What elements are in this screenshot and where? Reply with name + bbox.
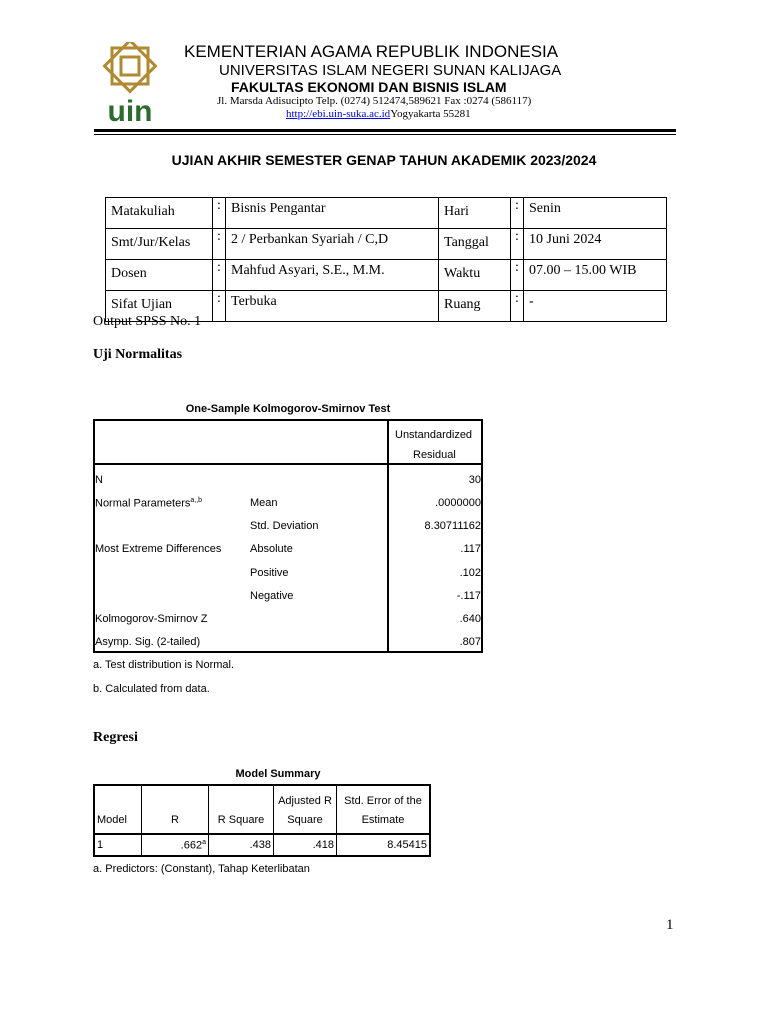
ks-row-label: Kolmogorov-Smirnov Z xyxy=(95,613,208,625)
ks-column-divider xyxy=(387,419,389,653)
website-line xyxy=(286,108,471,120)
faculty-name: FAKULTAS EKONOMI DAN BISNIS ISLAM xyxy=(231,79,507,95)
ks-value: .640 xyxy=(459,613,481,625)
info-label: Ruang xyxy=(439,291,511,322)
ks-value: .102 xyxy=(459,567,481,579)
ks-footnote: a. Test distribution is Normal. xyxy=(93,659,235,671)
ks-header-divider xyxy=(93,463,483,465)
ms-cell-r xyxy=(142,834,209,856)
university-name: UNIVERSITAS ISLAM NEGERI SUNAN KALIJAGA xyxy=(219,62,562,79)
university-logo xyxy=(94,42,166,126)
exam-title: UJIAN AKHIR SEMESTER GENAP TAHUN AKADEMIK 2023/2024 xyxy=(171,152,597,168)
info-value: 10 Juni 2024 xyxy=(524,229,667,260)
ms-header-r: R xyxy=(142,785,209,834)
ks-value: -.117 xyxy=(456,590,481,602)
ms-cell-std-error: 8.45415 xyxy=(337,834,431,856)
ks-value: .807 xyxy=(459,636,481,648)
ks-footnote: b. Calculated from data. xyxy=(93,683,210,695)
info-row xyxy=(106,260,667,291)
ms-footnote: a. Predictors: (Constant), Tahap Keterlibatan xyxy=(93,863,310,875)
info-value: Terbuka xyxy=(226,291,439,322)
ks-value: .0000000 xyxy=(435,497,481,509)
logo-ornament-icon xyxy=(94,42,166,126)
info-label: Matakuliah xyxy=(106,198,213,229)
ks-sub-label: Absolute xyxy=(250,543,293,555)
ms-header-row xyxy=(94,785,430,834)
info-value: 07.00 – 15.00 WIB xyxy=(524,260,667,291)
info-label: Sifat Ujian xyxy=(106,291,213,322)
ms-header-adj-line1: Adjusted R xyxy=(278,795,332,807)
info-label: Waktu xyxy=(439,260,511,291)
info-label: Dosen xyxy=(106,260,213,291)
ks-value: 8.30711162 xyxy=(424,520,481,532)
ks-row-label: Asymp. Sig. (2-tailed) xyxy=(95,636,201,648)
ms-header-r-square-text: R Square xyxy=(217,814,265,826)
ks-sub-label: Std. Deviation xyxy=(250,520,319,532)
info-value: - xyxy=(524,291,667,322)
ks-col-header: Residual xyxy=(413,449,456,461)
ks-row-label: N xyxy=(95,474,103,486)
ks-row-label xyxy=(95,497,202,510)
website-link[interactable]: http://ebi.uin-suka.ac.id xyxy=(286,108,391,120)
page-number: 1 xyxy=(666,917,674,933)
info-colon: : xyxy=(511,229,524,260)
exam-info-table xyxy=(105,197,667,322)
info-value: Senin xyxy=(524,198,667,229)
ks-row-label: Most Extreme Differences xyxy=(95,543,222,555)
ks-sub-label: Mean xyxy=(250,497,278,509)
ms-r-superscript: a xyxy=(202,838,206,846)
ms-header-adj-line2: Square xyxy=(287,814,323,826)
info-colon: : xyxy=(213,229,226,260)
ms-header-se-line1: Std. Error of the xyxy=(344,795,422,807)
model-summary-table xyxy=(93,784,431,857)
ministry-name: KEMENTERIAN AGAMA REPUBLIK INDONESIA xyxy=(184,42,559,61)
info-value: Bisnis Pengantar xyxy=(226,198,439,229)
info-colon: : xyxy=(511,291,524,322)
info-colon: : xyxy=(511,198,524,229)
ks-superscript: a,,b xyxy=(190,497,203,504)
ms-cell-adj-r-square: .418 xyxy=(274,834,337,856)
city-text: Yogyakarta 55281 xyxy=(390,108,471,120)
ms-header-adj-r-square xyxy=(274,785,337,834)
ks-sub-label: Positive xyxy=(250,567,289,579)
ms-cell-r-square: .438 xyxy=(209,834,274,856)
info-label: Hari xyxy=(439,198,511,229)
info-colon: : xyxy=(511,260,524,291)
ms-cell-model: 1 xyxy=(94,834,142,856)
ms-header-std-error xyxy=(337,785,431,834)
model-summary-title: Model Summary xyxy=(235,768,321,780)
ks-value: 30 xyxy=(468,474,481,486)
info-value: Mahfud Asyari, S.E., M.M. xyxy=(226,260,439,291)
ms-header-se-line2: Estimate xyxy=(361,814,405,826)
ks-value: .117 xyxy=(460,543,481,555)
ks-col-header: Unstandardized xyxy=(395,429,473,441)
ks-table-title: One-Sample Kolmogorov-Smirnov Test xyxy=(185,403,391,415)
info-colon: : xyxy=(213,291,226,322)
output-label: Output SPSS No. 1 xyxy=(93,314,202,329)
header-rule-thin xyxy=(94,134,676,135)
info-colon: : xyxy=(213,198,226,229)
info-label: Tanggal xyxy=(439,229,511,260)
regression-heading: Regresi xyxy=(93,730,138,745)
address-line: Jl. Marsda Adisucipto Telp. (0274) 512474,589621 Fax :0274 (586117) xyxy=(217,95,532,107)
ms-data-row xyxy=(94,834,430,856)
ms-header-model: Model xyxy=(94,785,142,834)
info-row xyxy=(106,229,667,260)
logo-wordmark: uin xyxy=(107,95,153,126)
ks-sub-label: Negative xyxy=(250,590,294,602)
info-value: 2 / Perbankan Syariah / C,D xyxy=(226,229,439,260)
info-row xyxy=(106,198,667,229)
ms-header-r-square xyxy=(209,785,274,834)
info-label: Smt/Jur/Kelas xyxy=(106,229,213,260)
info-colon: : xyxy=(213,260,226,291)
ms-r-value: .662 xyxy=(180,839,203,852)
ks-label-text: Normal Parameters xyxy=(95,497,191,510)
normality-heading: Uji Normalitas xyxy=(93,347,183,362)
header-rule-thick xyxy=(94,129,676,132)
